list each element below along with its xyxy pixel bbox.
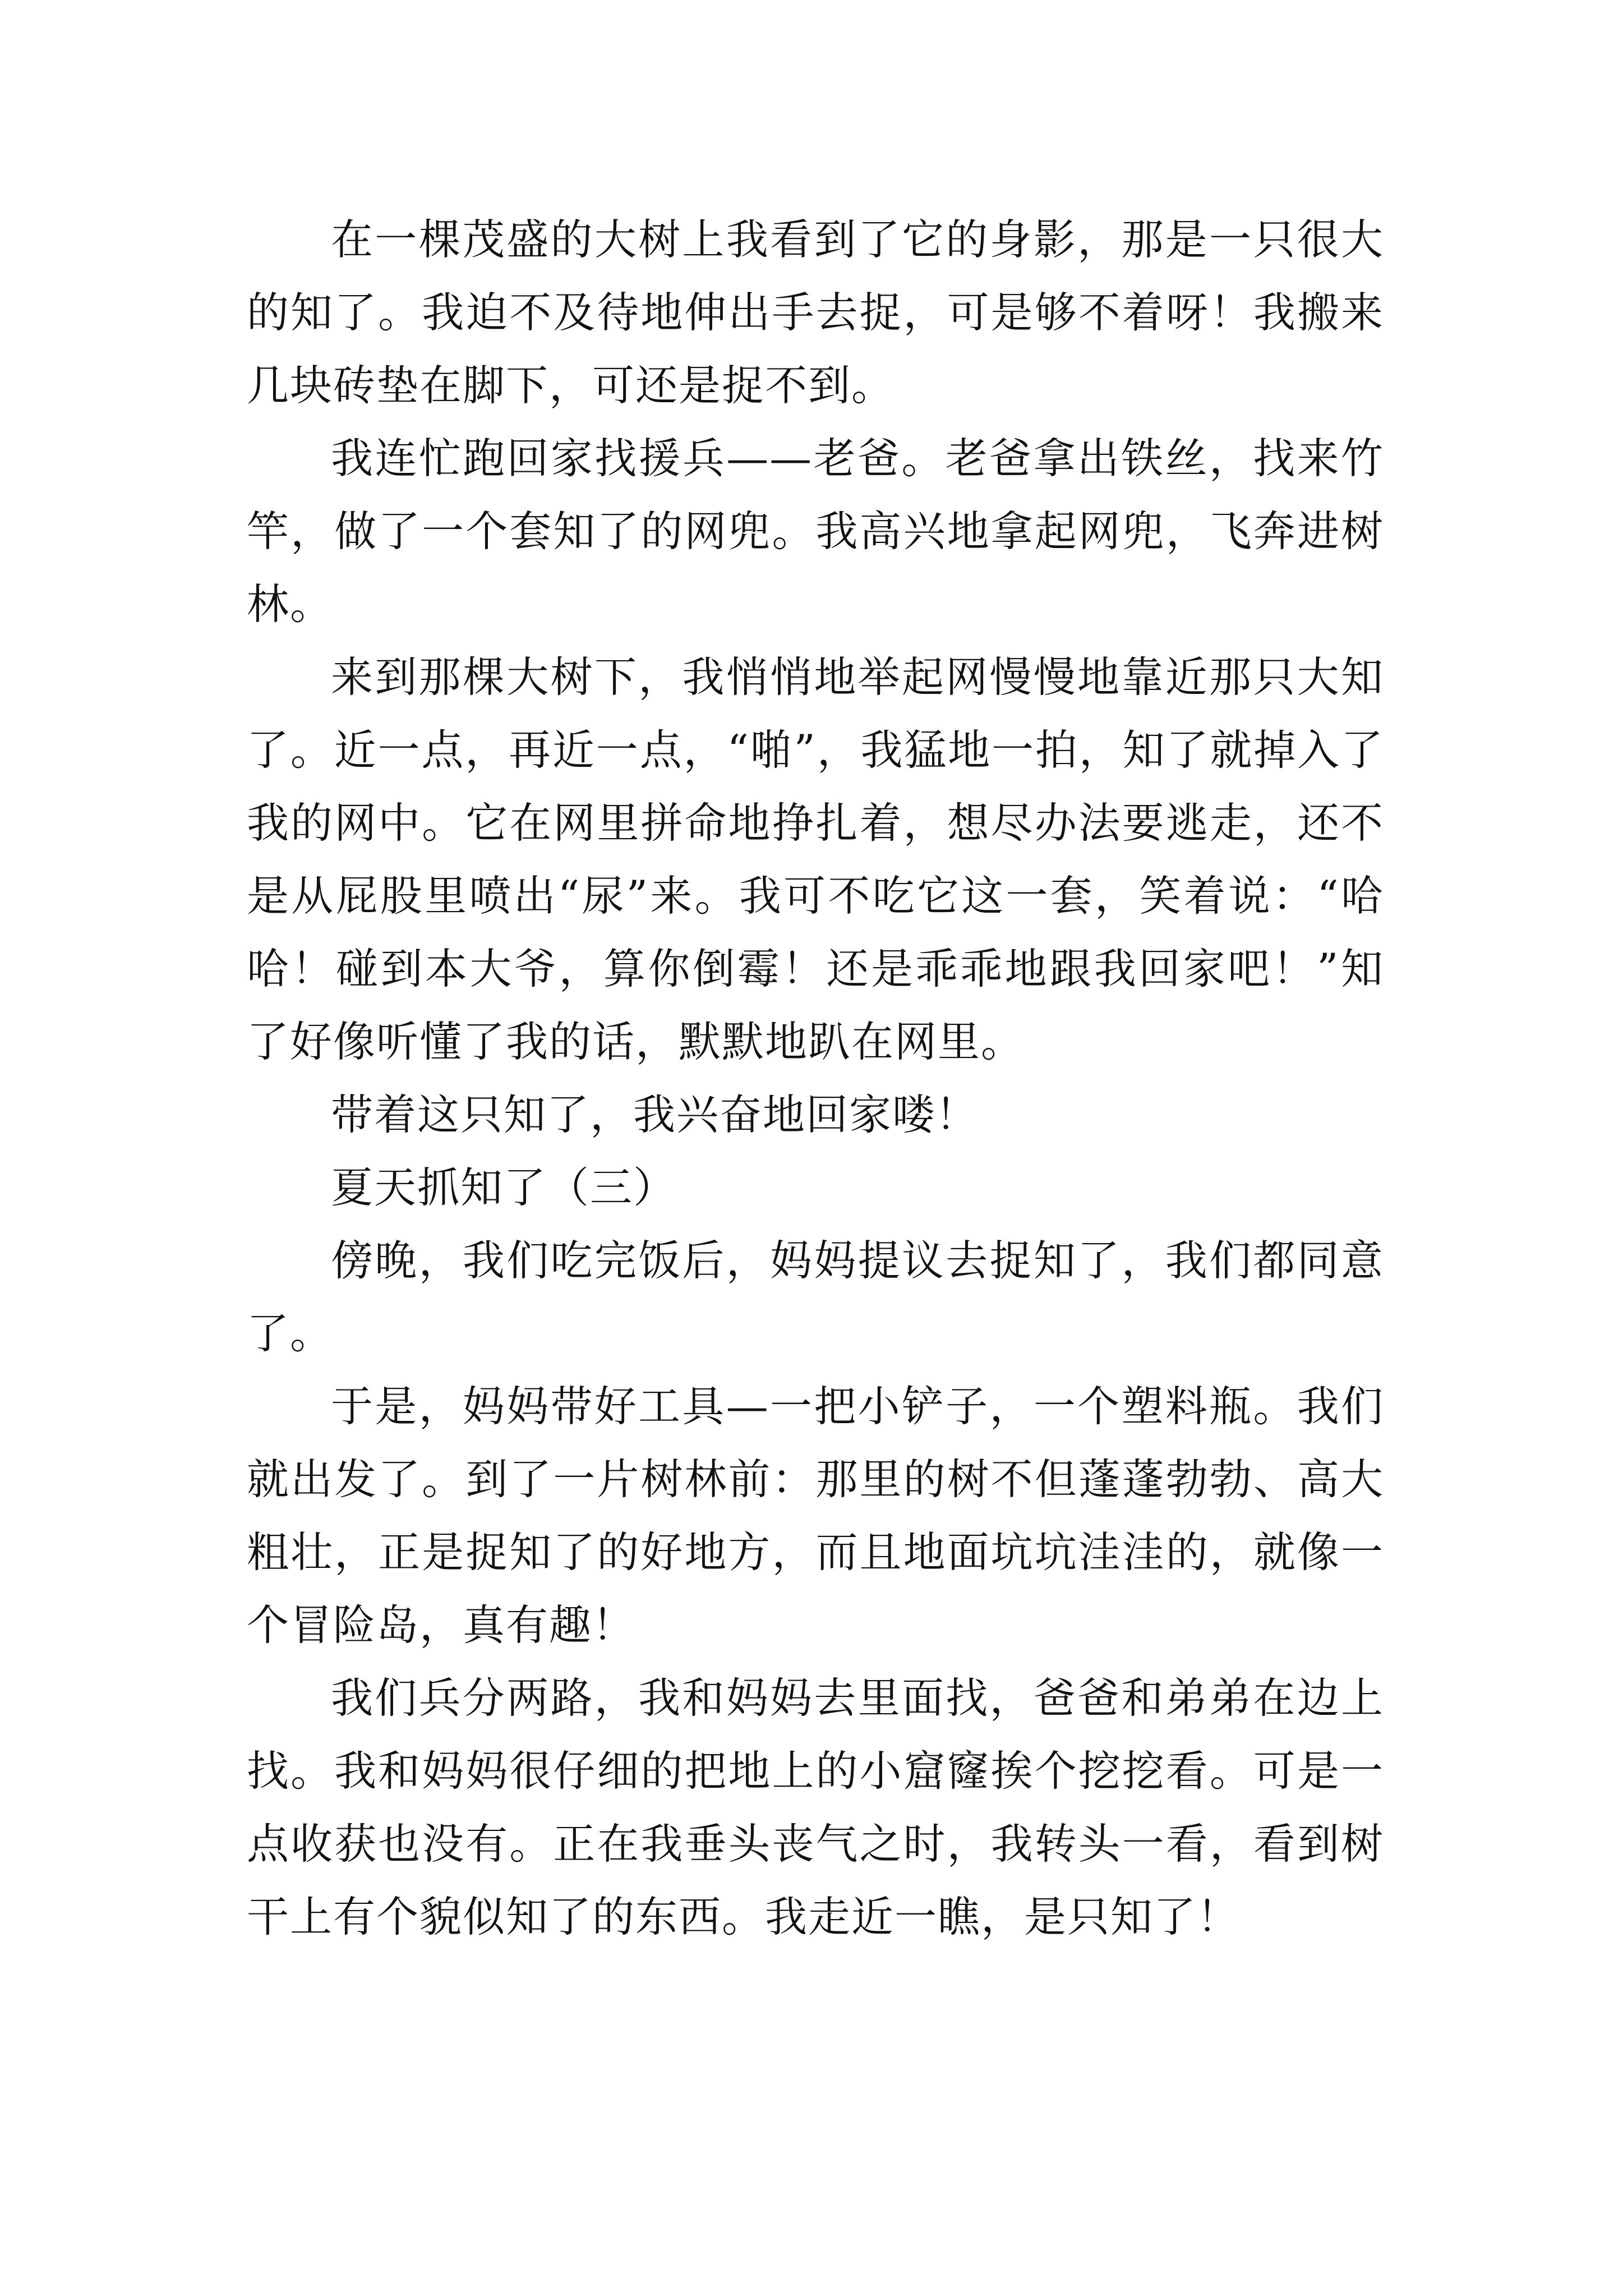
paragraph-5: 傍晚，我们吃完饭后，妈妈提议去捉知了，我们都同意了。 [247, 1236, 1384, 1358]
paragraph-4: 带着这只知了，我兴奋地回家喽！ [331, 1090, 979, 1139]
document-body [247, 203, 1384, 1953]
paragraph-1: 在一棵茂盛的大树上我看到了它的身影，那是一只很大的知了。我迫不及待地伸出手去捉，可是够不着呀！我搬来几块砖垫在脚下，可还是捉不到。 [247, 215, 1384, 410]
paragraph-6: 于是，妈妈带好工具—一把小铲子，一个塑料瓶。我们就出发了。到了一片树林前：那里的树不但蓬蓬勃勃、高大粗壮，正是捉知了的好地方，而且地面坑坑洼洼的，就像一个冒险岛，真有趣！ [247, 1382, 1384, 1650]
section-heading: 夏天抓知了（三） [331, 1163, 677, 1212]
paragraph-3: 来到那棵大树下，我悄悄地举起网慢慢地靠近那只大知了。近一点，再近一点，“啪”，我猛地一拍，知了就掉入了我的网中。它在网里拼命地挣扎着，想尽办法要逃走，还不是从屁股里喷出“尿”来。我可不吃它这一套，笑着说：“哈哈！碰到本大爷，算你倒霉！还是乖乖地跟我回家吧！”知了好像听懂了我的话，默默地趴在网里。 [247, 652, 1384, 1066]
paragraph-7: 我们兵分两路，我和妈妈去里面找，爸爸和弟弟在边上找。我和妈妈很仔细的把地上的小窟窿挨个挖挖看。可是一点收获也没有。正在我垂头丧气之时，我转头一看，看到树干上有个貌似知了的东西。我走近一瞧，是只知了！ [247, 1673, 1384, 1941]
paragraph-2: 我连忙跑回家找援兵——老爸。老爸拿出铁丝，找来竹竿，做了一个套知了的网兜。我高兴地拿起网兜，飞奔进树林。 [247, 434, 1384, 629]
